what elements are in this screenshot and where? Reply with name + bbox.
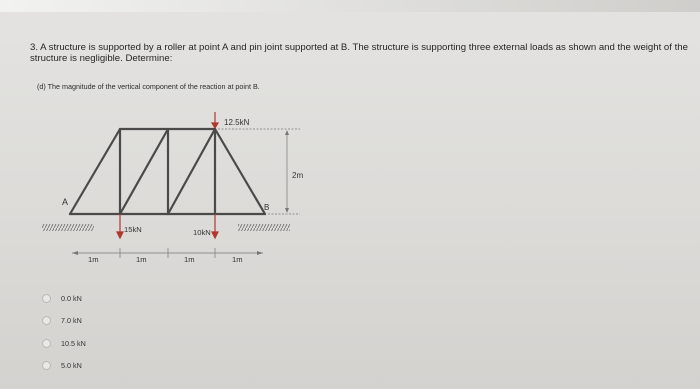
radio-button[interactable] [42,361,51,370]
height-dimension [218,129,300,214]
member-right-top [215,129,265,214]
answer-option-label: 7.0 kN [61,316,82,326]
subquestion-text: (d) The magnitude of the vertical component of the reaction at point B. [37,82,260,91]
radio-button[interactable] [42,339,51,348]
answer-option-3[interactable] [42,332,86,355]
radio-button[interactable] [42,294,51,303]
answer-option-4[interactable] [42,355,86,378]
answer-option-2[interactable] [42,310,86,333]
support-a-ground [42,224,94,231]
label-point-b: B [264,203,270,212]
label-load-left: 15kN [124,225,142,234]
support-b-ground [238,224,290,231]
answer-option-label: 5.0 kN [61,361,82,371]
truss-members [70,129,265,214]
label-span-1: 1m [88,255,99,264]
answer-option-label: 0.0 kN [61,293,82,303]
label-span-4: 1m [232,255,243,264]
label-point-a: A [62,197,69,207]
answer-option-label: 10.5 kN [61,338,86,348]
label-load-top: 12.5kN [224,118,250,127]
member-diagonal-1 [120,129,168,214]
load-arrow-top-head [212,123,218,128]
radio-button[interactable] [42,316,51,325]
label-span-3: 1m [184,255,195,264]
member-a-left-top [70,129,120,214]
label-load-mid: 10kN [193,228,211,237]
label-span-2: 1m [136,255,147,264]
answer-options [42,287,86,377]
label-height: 2m [292,171,304,180]
answer-option-1[interactable] [42,287,86,310]
load-arrow-mid-head [212,232,218,238]
load-arrow-left-head [117,232,123,238]
member-diagonal-2 [168,129,215,214]
question-text: 3. A structure is supported by a roller at point A and pin joint supported at B. The structure is supporting three external loads as shown and the weight of the structure is negligible. Determine: [30,42,688,64]
